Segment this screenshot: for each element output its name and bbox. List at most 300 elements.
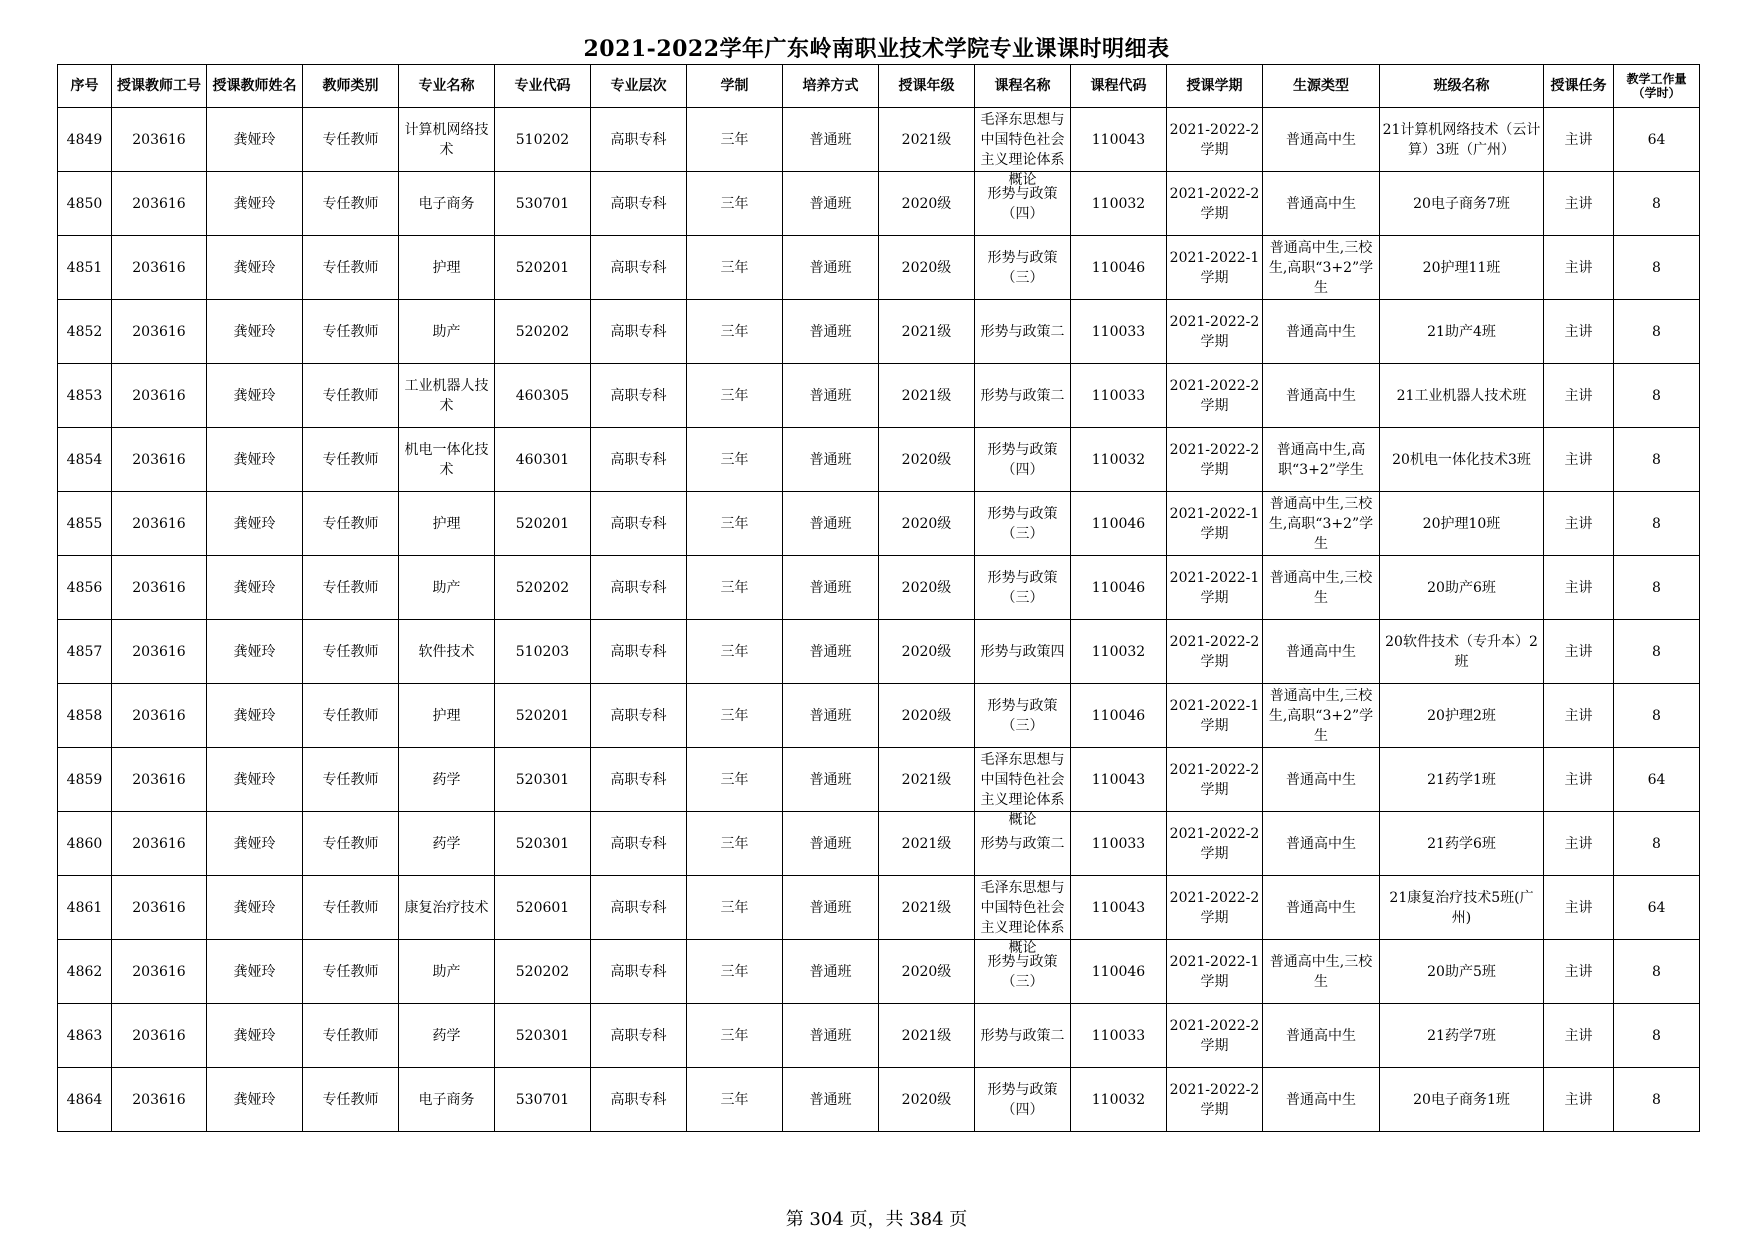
table-cell bbox=[399, 428, 495, 492]
cell-text: 龚娅玲 bbox=[233, 835, 276, 852]
table-cell bbox=[112, 428, 207, 492]
table-cell bbox=[975, 748, 1071, 828]
table-cell bbox=[207, 556, 303, 620]
cell-text: 203616 bbox=[132, 1027, 186, 1044]
cell-text: 510202 bbox=[515, 131, 570, 148]
table-cell bbox=[975, 1068, 1071, 1132]
table-cell bbox=[687, 1068, 783, 1132]
table-cell bbox=[1167, 300, 1263, 364]
table-cell bbox=[783, 492, 879, 556]
cell-text: 高职专科 bbox=[610, 131, 667, 148]
cell-text: 普通班 bbox=[809, 707, 852, 724]
table-cell bbox=[879, 684, 975, 748]
table-cell bbox=[207, 748, 303, 812]
cell-text: 龚娅玲 bbox=[233, 899, 276, 916]
table-cell bbox=[303, 1004, 399, 1068]
table-cell bbox=[1071, 684, 1167, 748]
cell-text: 2021-2022-2学期 bbox=[1169, 313, 1260, 350]
cell-text: 龚娅玲 bbox=[233, 1027, 276, 1044]
cell-text: 三年 bbox=[720, 323, 749, 340]
table-cell bbox=[1263, 1068, 1380, 1132]
cell-text: 形势与政策（三） bbox=[987, 505, 1058, 542]
table-cell bbox=[303, 108, 399, 172]
table-cell bbox=[1263, 1004, 1380, 1068]
cell-text: 20电子商务7班 bbox=[1413, 195, 1510, 212]
cell-text: 110032 bbox=[1091, 1091, 1146, 1108]
cell-text: 形势与政策（三） bbox=[987, 697, 1058, 734]
table-row bbox=[58, 620, 1700, 684]
table-cell bbox=[687, 300, 783, 364]
table-cell bbox=[879, 172, 975, 236]
cell-text: 龚娅玲 bbox=[233, 579, 276, 596]
table-cell bbox=[783, 300, 879, 364]
cell-text: 2020级 bbox=[901, 579, 952, 596]
cell-text: 高职专科 bbox=[610, 323, 667, 340]
cell-text: 203616 bbox=[132, 131, 186, 148]
table-cell bbox=[207, 812, 303, 876]
cell-text: 530701 bbox=[515, 1091, 570, 1108]
table-cell bbox=[1263, 428, 1380, 492]
cell-text: 专任教师 bbox=[322, 835, 379, 852]
table-cell bbox=[687, 172, 783, 236]
table-cell bbox=[1167, 108, 1263, 172]
cell-text: 三年 bbox=[720, 707, 749, 724]
table-cell bbox=[1263, 108, 1380, 172]
cell-text: 2021-2022-2学期 bbox=[1169, 825, 1260, 862]
cell-text: 4862 bbox=[66, 963, 103, 980]
cell-text: 主讲 bbox=[1564, 131, 1593, 148]
cell-text: 普通班 bbox=[809, 515, 852, 532]
table-cell bbox=[399, 108, 495, 172]
table-cell bbox=[879, 556, 975, 620]
table-cell bbox=[1544, 172, 1614, 236]
table-cell bbox=[112, 172, 207, 236]
cell-text: 高职专科 bbox=[610, 835, 667, 852]
cell-text: 专任教师 bbox=[322, 195, 379, 212]
table-cell bbox=[975, 364, 1071, 428]
table-cell bbox=[495, 876, 591, 940]
cell-text: 三年 bbox=[720, 643, 749, 660]
table-cell bbox=[1380, 300, 1544, 364]
cell-text: 形势与政策（四） bbox=[987, 185, 1058, 222]
table-cell bbox=[1544, 940, 1614, 1004]
table-cell bbox=[1263, 364, 1380, 428]
cell-text: 203616 bbox=[132, 195, 186, 212]
cell-text: 专任教师 bbox=[322, 579, 379, 596]
cell-text: 21药学1班 bbox=[1427, 771, 1496, 788]
cell-text: 形势与政策（三） bbox=[987, 569, 1058, 606]
cell-text: 2021级 bbox=[901, 131, 952, 148]
table-cell bbox=[783, 556, 879, 620]
cell-text: 工业机器人技术 bbox=[404, 377, 489, 414]
table-cell bbox=[495, 748, 591, 812]
table-cell bbox=[58, 300, 112, 364]
table-cell bbox=[207, 876, 303, 940]
table-cell bbox=[1167, 428, 1263, 492]
cell-text: 2020级 bbox=[901, 515, 952, 532]
table-cell bbox=[1544, 812, 1614, 876]
cell-text: 8 bbox=[1652, 259, 1661, 276]
cell-text: 520201 bbox=[515, 707, 570, 724]
cell-text: 普通班 bbox=[809, 1091, 852, 1108]
table-cell bbox=[879, 940, 975, 1004]
cell-text: 520301 bbox=[515, 835, 570, 852]
table-cell bbox=[399, 1068, 495, 1132]
table-cell bbox=[58, 620, 112, 684]
cell-text: 高职专科 bbox=[610, 1027, 667, 1044]
cell-text: 21助产4班 bbox=[1427, 323, 1496, 340]
table-cell bbox=[783, 1068, 879, 1132]
cell-text: 专任教师 bbox=[322, 899, 379, 916]
table-cell bbox=[591, 556, 687, 620]
table-cell bbox=[687, 940, 783, 1004]
table-row bbox=[58, 1068, 1700, 1132]
cell-text: 110033 bbox=[1091, 323, 1146, 340]
column-header: 生源类型 bbox=[1263, 65, 1380, 108]
table-cell bbox=[303, 492, 399, 556]
table-cell bbox=[207, 236, 303, 300]
cell-text: 2021-2022-2学期 bbox=[1169, 185, 1260, 222]
table-cell bbox=[783, 364, 879, 428]
table-cell bbox=[1614, 428, 1700, 492]
table-cell bbox=[495, 556, 591, 620]
column-header: 授课年级 bbox=[879, 65, 975, 108]
table-cell bbox=[1614, 1068, 1700, 1132]
cell-text: 普通班 bbox=[809, 579, 852, 596]
table-cell bbox=[1167, 748, 1263, 812]
cell-text: 20电子商务1班 bbox=[1413, 1091, 1510, 1108]
cell-text: 203616 bbox=[132, 771, 186, 788]
table-cell bbox=[1167, 236, 1263, 300]
cell-text: 专任教师 bbox=[322, 259, 379, 276]
cell-text: 2020级 bbox=[901, 195, 952, 212]
table-cell bbox=[687, 812, 783, 876]
cell-text: 8 bbox=[1652, 387, 1661, 404]
cell-text: 4859 bbox=[66, 771, 103, 788]
table-cell bbox=[783, 428, 879, 492]
table-cell bbox=[1071, 556, 1167, 620]
table-cell bbox=[591, 236, 687, 300]
cell-text: 三年 bbox=[720, 195, 749, 212]
cell-text: 高职专科 bbox=[610, 707, 667, 724]
table-cell bbox=[112, 620, 207, 684]
cell-text: 主讲 bbox=[1564, 963, 1593, 980]
cell-text: 高职专科 bbox=[610, 515, 667, 532]
table-cell bbox=[58, 748, 112, 812]
table-cell bbox=[207, 300, 303, 364]
table-row bbox=[58, 300, 1700, 364]
cell-text: 2021级 bbox=[901, 1027, 952, 1044]
cell-text: 2021-2022-1学期 bbox=[1169, 505, 1260, 542]
cell-text: 普通高中生 bbox=[1286, 131, 1356, 148]
table-cell bbox=[783, 940, 879, 1004]
table-cell bbox=[207, 172, 303, 236]
table-cell bbox=[879, 1004, 975, 1068]
table-cell bbox=[495, 364, 591, 428]
page-title: 2021-2022学年广东岭南职业技术学院专业课课时明细表 bbox=[583, 36, 1170, 62]
table-header-row bbox=[58, 65, 1700, 108]
table-cell bbox=[1544, 108, 1614, 172]
cell-text: 64 bbox=[1647, 899, 1666, 916]
table-cell bbox=[687, 364, 783, 428]
table-cell bbox=[1614, 364, 1700, 428]
cell-text: 520301 bbox=[515, 1027, 570, 1044]
cell-text: 龚娅玲 bbox=[233, 707, 276, 724]
cell-text: 520202 bbox=[515, 323, 570, 340]
table-cell bbox=[1614, 684, 1700, 748]
table-cell bbox=[687, 108, 783, 172]
table-cell bbox=[1167, 556, 1263, 620]
table-cell bbox=[1544, 1004, 1614, 1068]
table-cell bbox=[207, 428, 303, 492]
table-cell bbox=[58, 940, 112, 1004]
cell-text: 主讲 bbox=[1564, 643, 1593, 660]
table-cell bbox=[303, 748, 399, 812]
cell-text: 110043 bbox=[1091, 131, 1146, 148]
cell-text: 4852 bbox=[66, 323, 103, 340]
cell-text: 4857 bbox=[66, 643, 103, 660]
cell-text: 形势与政策二 bbox=[980, 1027, 1065, 1044]
table-body bbox=[58, 108, 1700, 1132]
cell-text: 203616 bbox=[132, 707, 186, 724]
cell-text: 8 bbox=[1652, 515, 1661, 532]
table-cell bbox=[783, 684, 879, 748]
table-cell bbox=[495, 1004, 591, 1068]
cell-text: 21计算机网络技术（云计算）3班（广州） bbox=[1382, 121, 1541, 158]
table-cell bbox=[1614, 940, 1700, 1004]
table-cell bbox=[879, 364, 975, 428]
cell-text: 护理 bbox=[432, 515, 461, 532]
cell-text: 21康复治疗技术5班(广州) bbox=[1389, 889, 1534, 926]
cell-text: 2020级 bbox=[901, 643, 952, 660]
cell-text: 药学 bbox=[432, 1027, 461, 1044]
cell-text: 普通班 bbox=[809, 195, 852, 212]
table-cell bbox=[1263, 748, 1380, 812]
cell-text: 主讲 bbox=[1564, 899, 1593, 916]
cell-text: 4860 bbox=[66, 835, 103, 852]
table-cell bbox=[112, 108, 207, 172]
cell-text: 8 bbox=[1652, 323, 1661, 340]
cell-text: 203616 bbox=[132, 515, 186, 532]
table-cell bbox=[399, 620, 495, 684]
cell-text: 8 bbox=[1652, 1027, 1661, 1044]
cell-text: 普通班 bbox=[809, 259, 852, 276]
cell-text: 专任教师 bbox=[322, 771, 379, 788]
cell-text: 2021-2022-2学期 bbox=[1169, 121, 1260, 158]
cell-text: 主讲 bbox=[1564, 451, 1593, 468]
cell-text: 高职专科 bbox=[610, 195, 667, 212]
table-cell bbox=[1071, 236, 1167, 300]
table-cell bbox=[1380, 876, 1544, 940]
table-cell bbox=[591, 492, 687, 556]
table-cell bbox=[783, 108, 879, 172]
table-cell bbox=[975, 1004, 1071, 1068]
cell-text: 助产 bbox=[432, 323, 461, 340]
cell-text: 110046 bbox=[1091, 707, 1146, 724]
table-cell bbox=[591, 812, 687, 876]
table-cell bbox=[975, 492, 1071, 556]
cell-text: 护理 bbox=[432, 707, 461, 724]
cell-text: 520201 bbox=[515, 515, 570, 532]
table-cell bbox=[687, 684, 783, 748]
table-cell bbox=[1071, 940, 1167, 1004]
cell-text: 计算机网络技术 bbox=[404, 121, 489, 158]
cell-text: 形势与政策四 bbox=[980, 643, 1065, 660]
cell-text: 2021-2022-2学期 bbox=[1169, 1017, 1260, 1054]
cell-text: 形势与政策（四） bbox=[987, 441, 1058, 478]
cell-text: 普通高中生 bbox=[1286, 835, 1356, 852]
cell-text: 形势与政策（三） bbox=[987, 953, 1058, 990]
table-cell bbox=[591, 940, 687, 1004]
column-header: 授课教师姓名 bbox=[207, 65, 303, 108]
table-cell bbox=[879, 236, 975, 300]
table-cell bbox=[303, 620, 399, 684]
table-cell bbox=[1380, 556, 1544, 620]
cell-text: 形势与政策二 bbox=[980, 323, 1065, 340]
table-cell bbox=[495, 684, 591, 748]
table-cell bbox=[1614, 236, 1700, 300]
cell-text: 三年 bbox=[720, 835, 749, 852]
cell-text: 普通高中生,三校生,高职“3+2”学生 bbox=[1268, 495, 1374, 552]
cell-text: 三年 bbox=[720, 899, 749, 916]
cell-text: 电子商务 bbox=[418, 1091, 475, 1108]
table-cell bbox=[495, 940, 591, 1004]
table-cell bbox=[975, 300, 1071, 364]
table-cell bbox=[687, 620, 783, 684]
cell-text: 三年 bbox=[720, 771, 749, 788]
table-cell bbox=[58, 812, 112, 876]
course-hours-table bbox=[57, 64, 1700, 1132]
cell-text: 520202 bbox=[515, 963, 570, 980]
cell-text: 三年 bbox=[720, 963, 749, 980]
table-cell bbox=[975, 620, 1071, 684]
table-cell bbox=[207, 684, 303, 748]
table-cell bbox=[1380, 492, 1544, 556]
table-cell bbox=[1614, 1004, 1700, 1068]
cell-text: 4864 bbox=[66, 1091, 103, 1108]
table-cell bbox=[591, 364, 687, 428]
cell-text: 形势与政策（三） bbox=[987, 249, 1058, 286]
table-cell bbox=[591, 684, 687, 748]
cell-text: 203616 bbox=[132, 579, 186, 596]
table-cell bbox=[1544, 556, 1614, 620]
cell-text: 110046 bbox=[1091, 579, 1146, 596]
cell-text: 机电一体化技术 bbox=[404, 441, 489, 478]
cell-text: 普通高中生 bbox=[1286, 323, 1356, 340]
table-cell bbox=[1167, 1004, 1263, 1068]
table-cell bbox=[687, 556, 783, 620]
cell-text: 龚娅玲 bbox=[233, 323, 276, 340]
cell-text: 4861 bbox=[66, 899, 103, 916]
cell-text: 4853 bbox=[66, 387, 103, 404]
cell-text: 三年 bbox=[720, 1091, 749, 1108]
cell-text: 110046 bbox=[1091, 963, 1146, 980]
cell-text: 龚娅玲 bbox=[233, 1091, 276, 1108]
table-cell bbox=[1263, 940, 1380, 1004]
cell-text: 20护理10班 bbox=[1422, 515, 1501, 532]
table-cell bbox=[783, 812, 879, 876]
cell-text: 8 bbox=[1652, 963, 1661, 980]
table-cell bbox=[1380, 748, 1544, 812]
table-cell bbox=[1380, 940, 1544, 1004]
table-cell bbox=[303, 364, 399, 428]
table-cell bbox=[1071, 748, 1167, 812]
table-cell bbox=[1263, 876, 1380, 940]
cell-text: 主讲 bbox=[1564, 323, 1593, 340]
column-header: 课程代码 bbox=[1071, 65, 1167, 108]
table-cell bbox=[1167, 492, 1263, 556]
cell-text: 形势与政策二 bbox=[980, 387, 1065, 404]
cell-text: 2021级 bbox=[901, 899, 952, 916]
cell-text: 20护理11班 bbox=[1422, 259, 1501, 276]
table-cell bbox=[495, 812, 591, 876]
table-cell bbox=[1614, 108, 1700, 172]
table-row bbox=[58, 812, 1700, 876]
cell-text: 普通班 bbox=[809, 387, 852, 404]
table-cell bbox=[879, 300, 975, 364]
cell-text: 4849 bbox=[66, 131, 103, 148]
table-cell bbox=[1544, 684, 1614, 748]
table-cell bbox=[58, 172, 112, 236]
cell-text: 2021-2022-1学期 bbox=[1169, 697, 1260, 734]
table-cell bbox=[1071, 1068, 1167, 1132]
cell-text: 520301 bbox=[515, 771, 570, 788]
table-row bbox=[58, 684, 1700, 748]
table-cell bbox=[783, 236, 879, 300]
table-cell bbox=[975, 108, 1071, 188]
cell-text: 三年 bbox=[720, 131, 749, 148]
table-cell bbox=[591, 620, 687, 684]
table-cell bbox=[399, 364, 495, 428]
cell-text: 高职专科 bbox=[610, 451, 667, 468]
table-cell bbox=[1167, 364, 1263, 428]
cell-text: 2021-2022-1学期 bbox=[1169, 953, 1260, 990]
table-cell bbox=[1263, 172, 1380, 236]
table-cell bbox=[1614, 748, 1700, 812]
cell-text: 普通班 bbox=[809, 643, 852, 660]
table-cell bbox=[399, 1004, 495, 1068]
cell-text: 520202 bbox=[515, 579, 570, 596]
table-cell bbox=[1263, 556, 1380, 620]
table-cell bbox=[1544, 428, 1614, 492]
table-cell bbox=[879, 620, 975, 684]
cell-text: 110032 bbox=[1091, 451, 1146, 468]
table-cell bbox=[1614, 556, 1700, 620]
cell-text: 2021-2022-1学期 bbox=[1169, 249, 1260, 286]
table-cell bbox=[58, 1068, 112, 1132]
column-header: 教学工作量（学时） bbox=[1614, 65, 1700, 108]
column-header: 学制 bbox=[687, 65, 783, 108]
cell-text: 普通班 bbox=[809, 771, 852, 788]
table-cell bbox=[399, 940, 495, 1004]
table-cell bbox=[303, 812, 399, 876]
table-cell bbox=[112, 876, 207, 940]
table-cell bbox=[207, 1004, 303, 1068]
table-cell bbox=[1071, 300, 1167, 364]
table-cell bbox=[879, 812, 975, 876]
cell-text: 龚娅玲 bbox=[233, 451, 276, 468]
table-cell bbox=[1263, 492, 1380, 556]
table-cell bbox=[399, 812, 495, 876]
table-cell bbox=[1544, 876, 1614, 940]
table-cell bbox=[303, 236, 399, 300]
cell-text: 普通高中生 bbox=[1286, 1027, 1356, 1044]
cell-text: 龚娅玲 bbox=[233, 259, 276, 276]
cell-text: 2021-2022-1学期 bbox=[1169, 569, 1260, 606]
cell-text: 8 bbox=[1652, 451, 1661, 468]
column-header: 培养方式 bbox=[783, 65, 879, 108]
table-cell bbox=[58, 684, 112, 748]
